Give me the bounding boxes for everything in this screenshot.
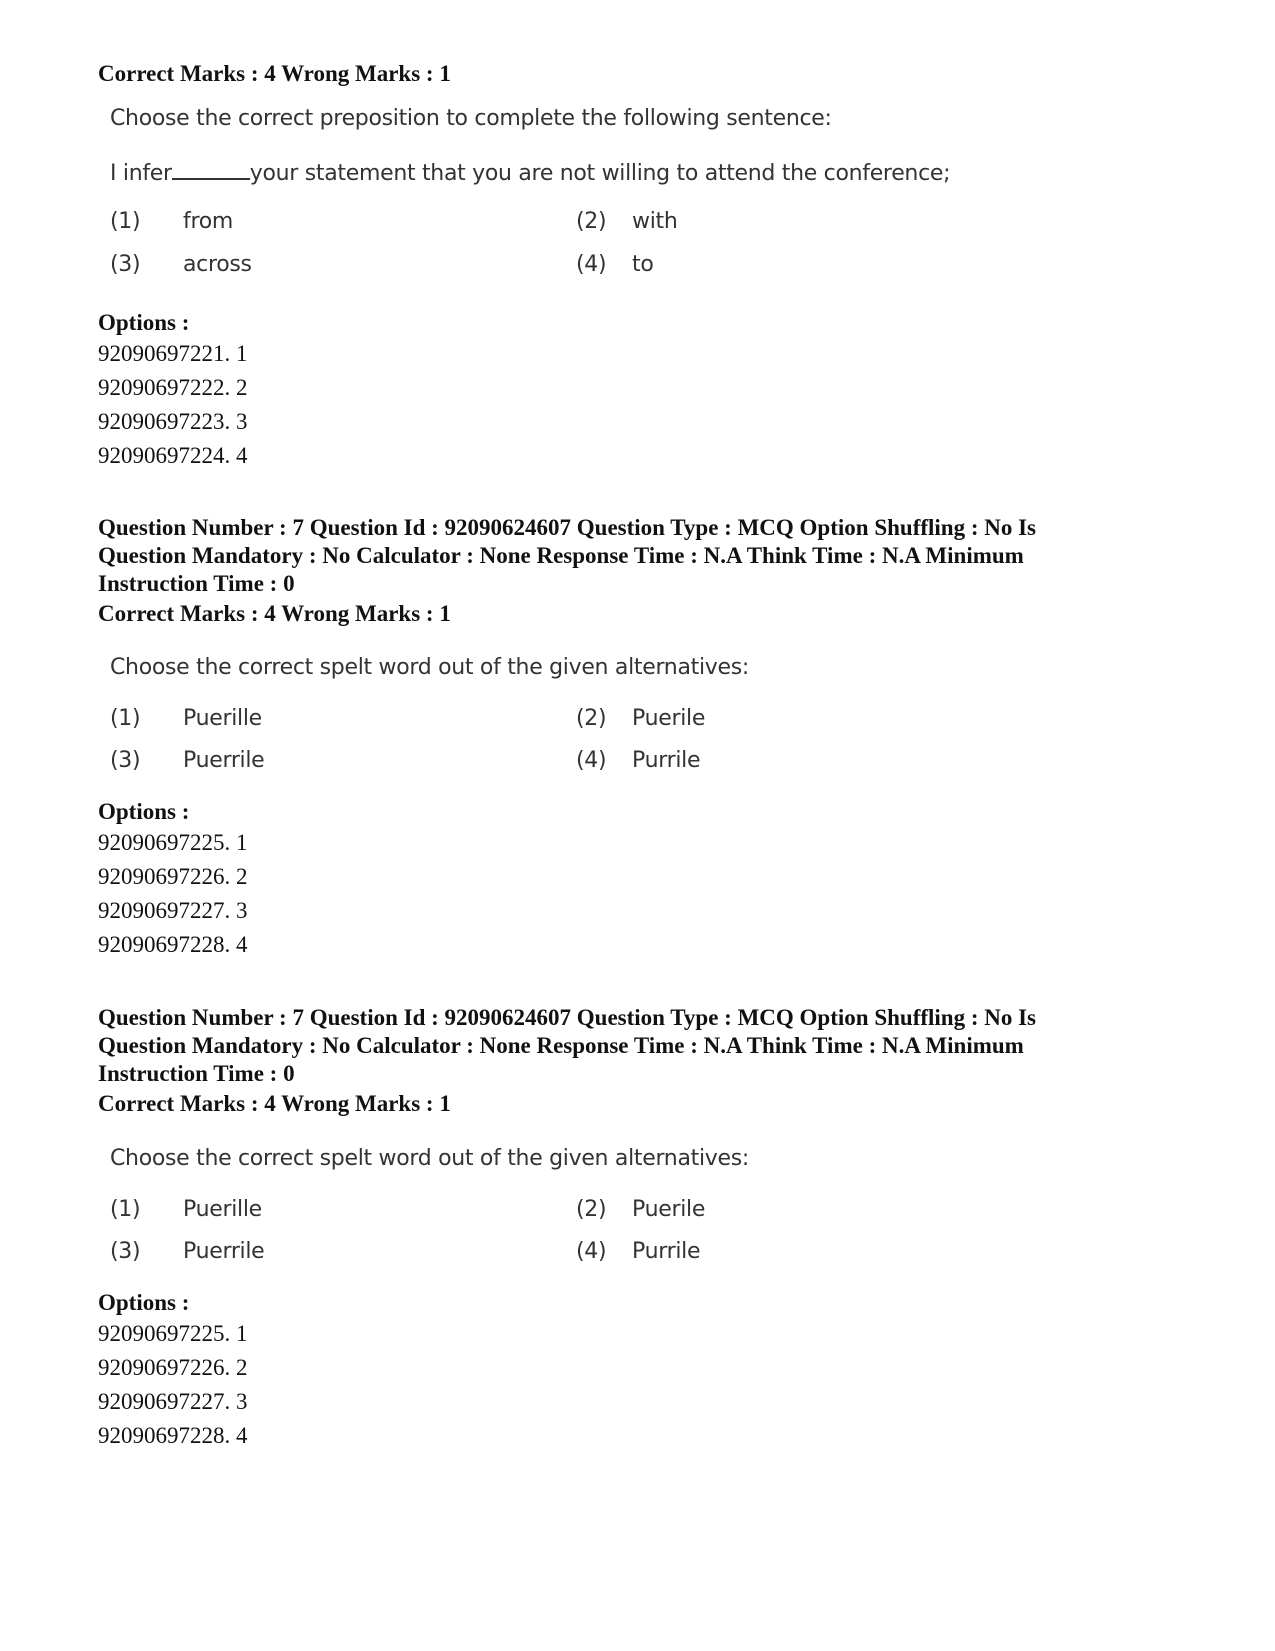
choice-number: (4) [576, 252, 607, 277]
options-label: Options : [98, 310, 190, 335]
header-line: Instruction Time : 0 [98, 571, 295, 596]
option-item: 92090697226. 2 [98, 1355, 248, 1380]
choice-4 [576, 748, 700, 773]
correct-wrong-marks: Correct Marks : 4 Wrong Marks : 1 [98, 601, 451, 626]
choice-text: to [632, 252, 654, 277]
question-instruction: Choose the correct preposition to complete the following sentence: [110, 106, 832, 131]
option-list [98, 337, 248, 473]
option-item: 92090697228. 4 [98, 932, 248, 957]
option-item: 92090697225. 1 [98, 830, 248, 855]
question-header [98, 514, 1158, 598]
choice-text: Puerile [632, 1197, 706, 1222]
choice-text: from [183, 209, 233, 234]
option-item: 92090697226. 2 [98, 864, 248, 889]
choice-text: with [632, 209, 678, 234]
choice-4 [576, 252, 654, 277]
question-instruction: Choose the correct spelt word out of the given alternatives: [110, 655, 749, 680]
choice-1 [110, 1197, 262, 1222]
choice-number: (3) [110, 252, 141, 277]
choice-number: (2) [576, 209, 607, 234]
choice-text: Puerrile [183, 748, 265, 773]
choice-3 [110, 1239, 264, 1264]
choice-number: (3) [110, 1239, 141, 1264]
choice-2 [576, 706, 705, 731]
choice-1 [110, 706, 262, 731]
header-line: Question Number : 7 Question Id : 92090624607 Question Type : MCQ Option Shuffling : No Is [98, 1005, 1037, 1030]
choice-number: (2) [576, 1197, 607, 1222]
choice-text: Puerille [183, 1197, 262, 1222]
options-label: Options : [98, 799, 190, 824]
choice-text: Purrile [632, 748, 701, 773]
question-instruction: Choose the correct spelt word out of the given alternatives: [110, 1146, 749, 1171]
header-line: Question Number : 7 Question Id : 92090624607 Question Type : MCQ Option Shuffling : No Is [98, 515, 1037, 540]
header-line: Question Mandatory : No Calculator : None Response Time : N.A Think Time : N.A Minimum [98, 1033, 1024, 1058]
choice-text: Puerile [632, 706, 706, 731]
option-item: 92090697225. 1 [98, 1321, 248, 1346]
choice-text: Puerrile [183, 1239, 265, 1264]
sentence-start: I infer [110, 161, 172, 186]
option-item: 92090697227. 3 [98, 1389, 248, 1414]
choice-number: (4) [576, 748, 607, 773]
question-sentence [110, 158, 950, 186]
choice-2 [576, 1197, 705, 1222]
options-label: Options : [98, 1290, 190, 1315]
choice-number: (3) [110, 748, 141, 773]
header-line: Question Mandatory : No Calculator : None Response Time : N.A Think Time : N.A Minimum [98, 543, 1024, 568]
choice-number: (1) [110, 209, 141, 234]
sentence-end: your statement that you are not willing to attend the conference; [249, 161, 951, 186]
choice-text: Puerille [183, 706, 262, 731]
question-header [98, 1004, 1158, 1088]
option-item: 92090697227. 3 [98, 898, 248, 923]
choice-1 [110, 209, 233, 234]
option-item: 92090697224. 4 [98, 443, 248, 468]
correct-wrong-marks: Correct Marks : 4 Wrong Marks : 1 [98, 1091, 451, 1116]
choice-4 [576, 1239, 700, 1264]
choice-2 [576, 209, 677, 234]
option-list [98, 826, 248, 962]
choice-number: (1) [110, 1197, 141, 1222]
choice-3 [110, 748, 264, 773]
option-item: 92090697222. 2 [98, 375, 248, 400]
option-item: 92090697223. 3 [98, 409, 248, 434]
choice-number: (4) [576, 1239, 607, 1264]
sentence-blank [172, 158, 250, 180]
choice-number: (2) [576, 706, 607, 731]
choice-text: across [183, 252, 252, 277]
option-item: 92090697221. 1 [98, 341, 248, 366]
choice-text: Purrile [632, 1239, 701, 1264]
option-list [98, 1317, 248, 1453]
correct-wrong-marks: Correct Marks : 4 Wrong Marks : 1 [98, 61, 451, 86]
option-item: 92090697228. 4 [98, 1423, 248, 1448]
choice-3 [110, 252, 252, 277]
choice-number: (1) [110, 706, 141, 731]
header-line: Instruction Time : 0 [98, 1061, 295, 1086]
